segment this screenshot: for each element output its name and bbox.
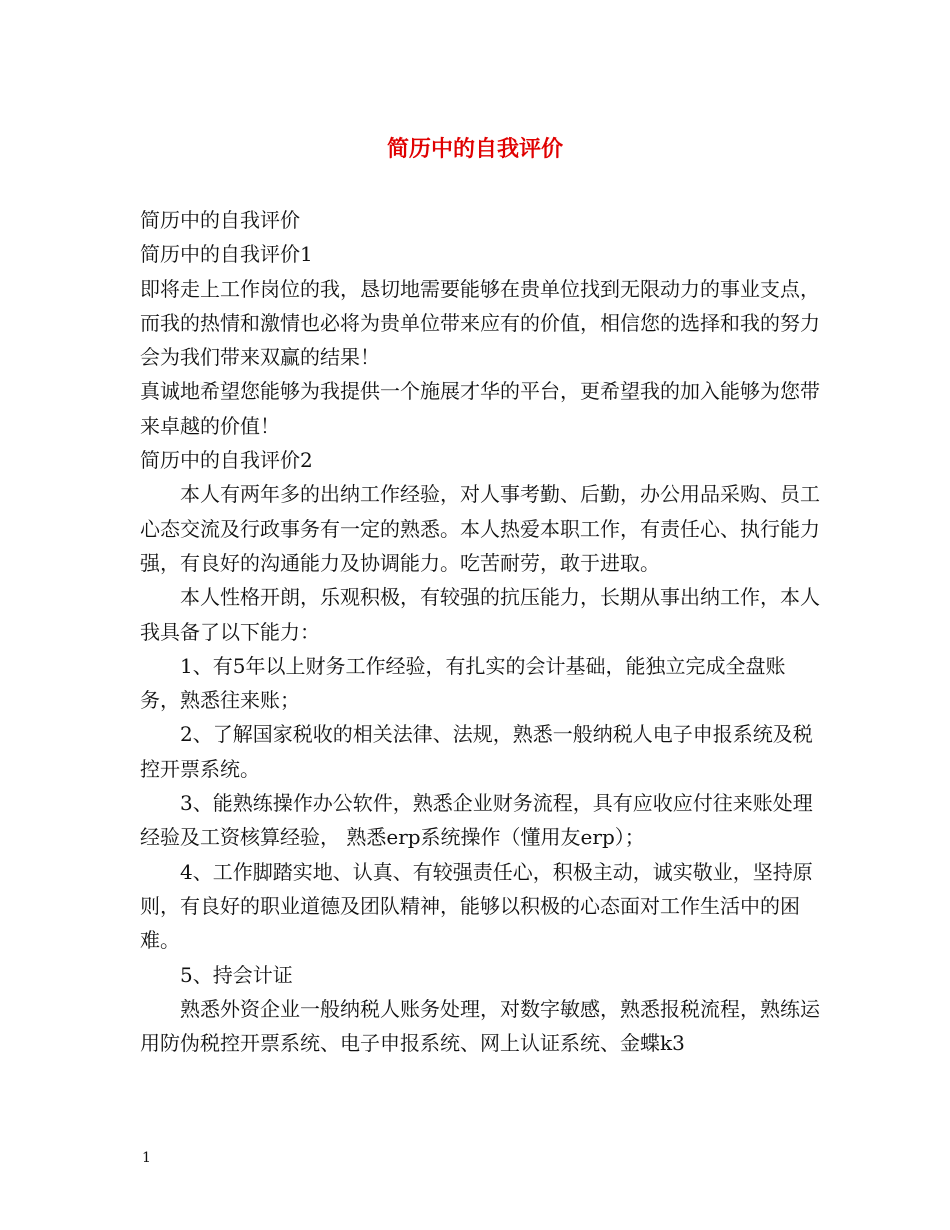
list-item: 4、工作脚踏实地、认真、有较强责任心，积极主动，诚实敬业，坚持原则，有良好的职业道德及团队精神，能够以积极的心态面对工作生活中的困难。 [140,859,813,953]
list-item: 2、了解国家税收的相关法律、法规，熟悉一般纳税人电子申报系统及税控开票系统。 [140,722,813,781]
document-body [140,203,820,1060]
paragraph: 本人有两年多的出纳工作经验，对人事考勤、后勤，办公用品采购、员工心态交流及行政事务有一定的熟悉。本人热爱本职工作，有责任心、执行能力强，有良好的沟通能力及协调能力。吃苦耐劳，敢于进取。 [140,482,820,575]
document-title: 简历中的自我评价 [386,137,563,162]
paragraph: 本人性格开朗，乐观积极，有较强的抗压能力，长期从事出纳工作，本人我具备了以下能力： [140,585,820,644]
list-item: 1、有5年以上财务工作经验，有扎实的会计基础，能独立完成全盘账务，熟悉往来账； [140,653,786,713]
paragraph: 真诚地希望您能够为我提供一个施展才华的平台，更希望我的加入能够为您带来卓越的价值！ [140,379,820,438]
list-item: 5、持会计证 [180,962,293,987]
page-number: 1 [142,1150,151,1166]
section-heading: 简历中的自我评价 [140,208,300,232]
paragraph: 即将走上工作岗位的我，恳切地需要能够在贵单位找到无限动力的事业支点，而我的热情和激情也必将为贵单位带来应有的价值，相信您的选择和我的努力会为我们带来双赢的结果！ [140,276,820,370]
section-heading-2: 简历中的自我评价2 [140,448,313,473]
list-item: 3、能熟练操作办公软件，熟悉企业财务流程，具有应收应付往来账处理经验及工资核算经验， 熟悉erp系统操作（懂用友erp）； [140,791,813,850]
section-heading-1: 简历中的自我评价1 [140,242,313,267]
paragraph: 熟悉外资企业一般纳税人账务处理，对数字敏感，熟悉报税流程，熟练运用防伪税控开票系统、电子申报系统、网上认证系统、金蝶k3 [140,996,820,1056]
